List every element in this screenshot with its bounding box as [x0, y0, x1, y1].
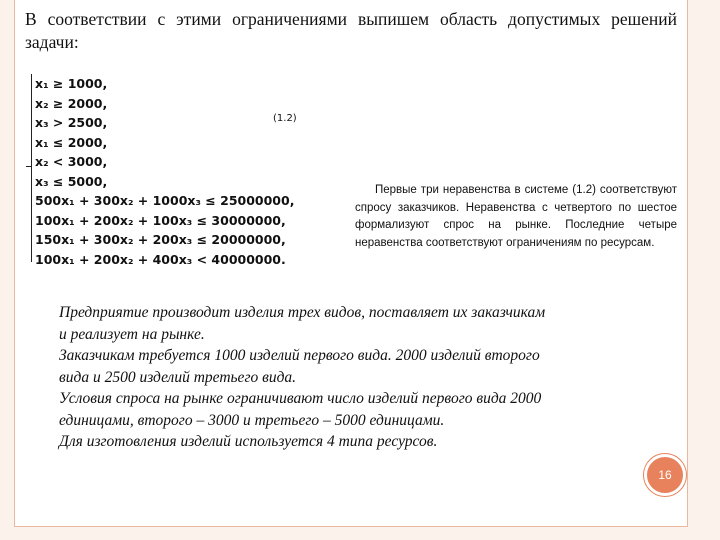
- problem-statement: [59, 302, 649, 453]
- inequality-system: [35, 74, 294, 269]
- inequality-row: x₂ < 3000,: [35, 154, 108, 169]
- inequality-row: 150x₁ + 300x₂ + 200x₃ ≤ 20000000,: [35, 232, 286, 247]
- inequality-row: x₂ ≥ 2000,: [35, 95, 108, 111]
- statement-line: Заказчикам требуется 1000 изделий первого вида. 2000 изделий второго: [59, 347, 540, 364]
- inequality-row: x₃ > 2500,: [35, 115, 108, 130]
- statement-line: Предприятие производит изделия трех видов, поставляет их заказчикам: [59, 304, 546, 321]
- statement-line: Для изготовления изделий используется 4 типа ресурсов.: [59, 433, 438, 450]
- inequality-row: x₃ ≤ 5000,: [35, 173, 108, 189]
- inequality-row: x₁ ≥ 1000,: [35, 76, 108, 91]
- equation-label: (1.2): [273, 113, 297, 124]
- system-explanation: Первые три неравенства в системе (1.2) соответствуют спросу заказчиков. Неравенства с четвертого по шестое формализуют спрос на рынке. Последние четыре неравенства соответствуют ограничениям по ресурсам.: [355, 184, 677, 249]
- statement-line: и реализует на рынке.: [59, 325, 205, 343]
- inequality-row: 100x₁ + 200x₂ + 100x₃ ≤ 30000000,: [35, 212, 286, 228]
- page-number-badge: 16: [644, 454, 686, 496]
- system-brace-tip: [26, 166, 32, 167]
- statement-line: единицами, второго – 3000 и третьего – 5000 единицами.: [59, 411, 445, 429]
- statement-line: Условия спроса на рынке ограничивают число изделий первого вида 2000: [59, 390, 542, 407]
- slide-heading: В соответствии с этими ограничениями выпишем область допустимых решений задачи:: [25, 9, 677, 52]
- system-brace: [31, 74, 35, 262]
- slide-frame: [14, 0, 688, 527]
- inequality-row: 100x₁ + 200x₂ + 400x₃ < 40000000.: [35, 251, 286, 267]
- inequality-row: 500x₁ + 300x₂ + 1000x₃ ≤ 25000000,: [35, 193, 295, 208]
- statement-line: вида и 2500 изделий третьего вида.: [59, 368, 297, 386]
- inequality-row: x₁ ≤ 2000,: [35, 134, 108, 150]
